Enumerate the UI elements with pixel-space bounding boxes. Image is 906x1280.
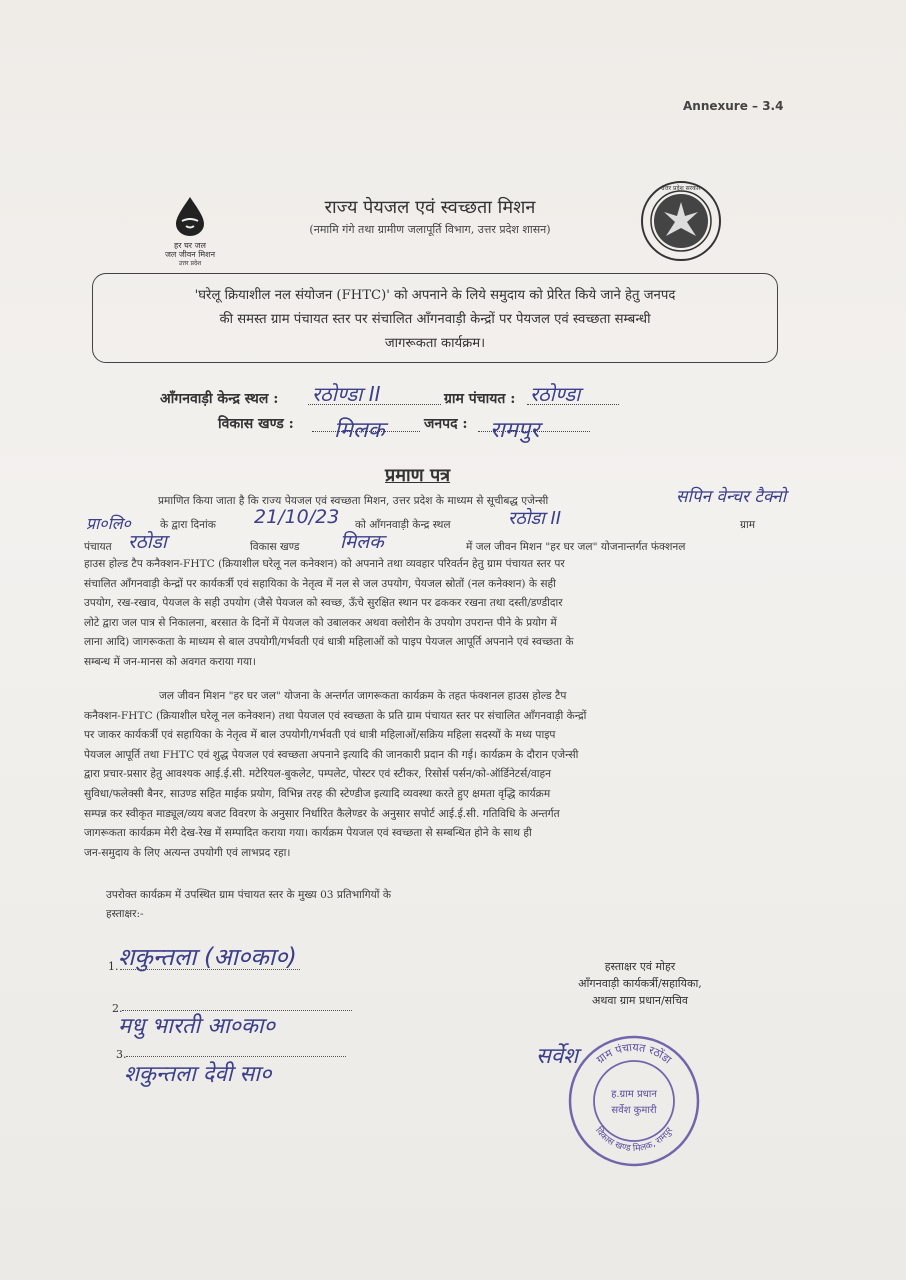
- sign-block-line-3: अथवा ग्राम प्रधान/सचिव: [591, 994, 689, 1007]
- para1-line3-b: विकास खण्ड: [250, 541, 300, 553]
- gram-pradhan-stamp: [566, 1033, 702, 1169]
- program-heading-box: [92, 273, 778, 363]
- para2-line-7: सम्पन्न कर स्वीकृत माड्यूल/व्यय बजट विवरण के अनुसार निर्धारित कैलेण्डर के अनुसार सपोर्ट आई.ई.सी. गतिविधि के अन्तर्गत: [84, 807, 560, 820]
- para1-line2-c: ग्राम: [740, 519, 756, 531]
- signatures-intro: [106, 886, 391, 924]
- stamp-center-line-2: सर्वेश कुमारी: [611, 1105, 657, 1116]
- logo-caption-2: जल जीवन मिशन: [164, 250, 216, 259]
- signature-3: शकुन्तला देवी सा०: [124, 1062, 272, 1087]
- har-ghar-jal-logo: [150, 195, 230, 268]
- gram-panchayat-label: ग्राम पंचायत :: [444, 391, 516, 407]
- signature-1-dots: [120, 969, 300, 970]
- program-date: 21/10/23: [254, 506, 340, 528]
- para1-line1: प्रमाणित किया जाता है कि राज्य पेयजल एवं स्वच्छता मिशन, उत्तर प्रदेश के माध्यम से सूचीबद्ध एजेन्सी: [158, 495, 549, 507]
- para2-line-8: जागरूकता कार्यक्रम मेरी देख-रेख में सम्पादित कराया गया। कार्यक्रम पेयजल एवं स्वच्छता से सम्बन्धित होने के साथ ही: [84, 827, 532, 840]
- signature-1: शकुन्तला (आ०का०): [118, 943, 297, 971]
- signature-2: मधु भारती आ०का०: [118, 1014, 276, 1039]
- signature-2-dots: [122, 1010, 352, 1011]
- para1-rest-1: हाउस होल्ड टैप कनैक्शन-FHTC (क्रियाशील घरेलू नल कनेक्शन) को अपनाने तथा व्यवहार परिवर्तन हेतु ग्राम पंचायत स्तर पर: [84, 558, 565, 570]
- para1-line3-c: में जल जीवन मिशन "हर घर जल" योजनान्तर्गत फंक्शनल: [466, 541, 686, 553]
- pradhan-signature: सर्वेश: [536, 1044, 579, 1069]
- para2-body: [84, 687, 770, 863]
- sign-block-line-2: आँगनवाड़ी कार्यकर्त्री/सहायिका,: [578, 977, 702, 990]
- agency-name: सपिन वेन्चर टैक्नो: [676, 487, 787, 507]
- program-heading-line-1: 'घरेलू क्रियाशील नल संयोजन (FHTC)' को अपनाने के लिये समुदाय को प्रेरित किये जाने हेतु जनपद: [194, 288, 676, 303]
- para1-line2-b: को आँगनवाड़ी केन्द्र स्थल: [355, 519, 451, 531]
- program-panchayat: रठोडा: [128, 531, 167, 553]
- para2-line-4: पेयजल आपूर्ति तथा FHTC एवं शुद्ध पेयजल एवं स्वच्छता अपनाने इत्यादि की जानकारी प्रदान की गई। कार्यक्रम के दौरान एजेन्सी: [84, 748, 579, 761]
- program-site: रठोडा II: [508, 508, 562, 529]
- signatures-intro-line-2: हस्ताक्षर:-: [106, 908, 144, 920]
- page-title: राज्य पेयजल एवं स्वच्छता मिशन: [324, 197, 536, 218]
- janpad-label: जनपद :: [424, 416, 468, 432]
- signature-3-dots: [126, 1056, 346, 1057]
- seal-caption: उत्तर प्रदेश सरकार: [661, 185, 701, 192]
- gram-panchayat-value: रठोण्डा: [530, 382, 581, 406]
- para1-rest-2: संचालित आँगनवाड़ी केन्द्रों पर कार्यकर्त्री एवं सहायिका के नेतृत्व में नल से जल उपयोग, पेयजल स्रोतों (नल कनेक्शन) के सही: [84, 577, 556, 590]
- signature-3-number: 3.: [116, 1048, 127, 1061]
- program-heading-line-3: जागरूकता कार्यक्रम।: [384, 336, 486, 351]
- stamp-ring-text: ग्राम पंचायत रठोंडा: [594, 1040, 674, 1067]
- para1-rest-4: लोटे द्वारा जल पात्र से निकालना, बरसात के दिनों में पेयजल को उबालकर अथवा क्लोरीन के उपयोग उपरान्त पीने के प्रयोग में: [84, 616, 557, 629]
- anganwadi-label: आँगनवाड़ी केन्द्र स्थल :: [160, 391, 279, 407]
- sign-and-seal-block: [540, 958, 740, 1009]
- annexure-label: Annexure – 3.4: [683, 99, 784, 113]
- para1-rest-3: उपयोग, रख-रखाव, पेयजल के सही उपयोग (जैसे पेयजल को स्वच्छ, ऊँचे सुरक्षित स्थान पर ढककर रखना तथा दस्ती/डण्डीदार: [84, 597, 563, 610]
- para1-rest-6: सम्बन्ध में जन-मानस को अवगत कराया गया।: [84, 655, 256, 668]
- janpad-value: रामपुर: [490, 418, 540, 443]
- para2-line-2: कनैक्शन-FHTC (क्रियाशील घरेलू नल कनेक्शन) तथा पेयजल एवं स्वच्छता के प्रति ग्राम पंचायत स्तर पर संचालित आँगनवाड़ी केन्द्रों: [84, 709, 587, 722]
- up-government-seal: [640, 180, 722, 262]
- para1-line2-a: के द्वारा दिनांक: [160, 519, 216, 531]
- agency-name-suffix: प्रा०लि०: [86, 514, 131, 533]
- water-drop-icon: [170, 195, 210, 237]
- certificate-heading: प्रमाण पत्र: [385, 465, 451, 486]
- program-heading-line-2: की समस्त ग्राम पंचायत स्तर पर संचालित आँगनवाड़ी केन्द्रों पर पेयजल एवं स्वच्छता सम्बन्धी: [219, 312, 651, 327]
- signature-1-number: 1.: [108, 960, 119, 973]
- program-block: मिलक: [340, 531, 384, 553]
- para2-line-9: जन-समुदाय के लिए अत्यन्त उपयोगी एवं लाभप्रद रहा।: [84, 846, 291, 859]
- stamp-ring-bottom-text: विकास खण्ड मिलक, रामपुर: [592, 1125, 676, 1155]
- signature-2-number: 2.: [112, 1002, 123, 1015]
- vikas-khand-value: मिलक: [334, 418, 385, 443]
- para2-line-3: पर जाकर कार्यकर्त्री एवं सहायिका के नेतृत्व में बाल उपयोगी/गर्भवती एवं धात्री महिलाओं/सक्रिय महिला सदस्यों के मध्य पाइप: [84, 729, 556, 742]
- logo-caption-1: हर घर जल: [174, 241, 206, 250]
- sign-block-line-1: हस्ताक्षर एवं मोहर: [604, 960, 676, 973]
- para2-line-6: सुविधा/फलेक्सी बैनर, साउण्ड सहित माईक प्रयोग, विभिन्न तरह की स्टेण्डीज इत्यादि व्यवस्था करते हुए क्षमता वृद्धि कार्यक्रम: [84, 787, 551, 800]
- stamp-center-line-1: ह.ग्राम प्रधान: [611, 1089, 657, 1100]
- signatures-intro-line-1: उपरोक्त कार्यक्रम में उपस्थित ग्राम पंचायत स्तर के मुख्य 03 प्रतिभागियों के: [106, 889, 392, 901]
- anganwadi-value: रठोण्डा II: [312, 382, 381, 406]
- vikas-khand-label: विकास खण्ड :: [218, 416, 294, 432]
- logo-caption-3: उत्तर प्रदेश: [178, 260, 202, 267]
- para1-line3-a: पंचायत: [84, 541, 112, 553]
- para1-rest-5: लाना आदि) जागरूकता के माध्यम से बाल उपयोगी/गर्भवती एवं धात्री महिलाओं को पाइप पेयजल आपूर्ति अपनाने एवं स्वच्छता के: [84, 636, 574, 649]
- para1-body: [84, 555, 770, 673]
- para2-line-5: द्वारा प्रचार-प्रसार हेतु आवश्यक आई.ई.सी. मटेरियल-बुकलेट, पम्पलेट, पोस्टर एवं स्टीकर, रिसोर्स पर्सन/को-ऑर्डिनेटर्स/वाहन: [84, 768, 551, 781]
- para2-line-1: जल जीवन मिशन "हर घर जल" योजना के अन्तर्गत जागरूकता कार्यक्रम के तहत फंक्शनल हाउस होल्ड टैप: [159, 690, 567, 702]
- page-subtitle: (नमामि गंगे तथा ग्रामीण जलापूर्ति विभाग, उत्तर प्रदेश शासन): [309, 223, 551, 236]
